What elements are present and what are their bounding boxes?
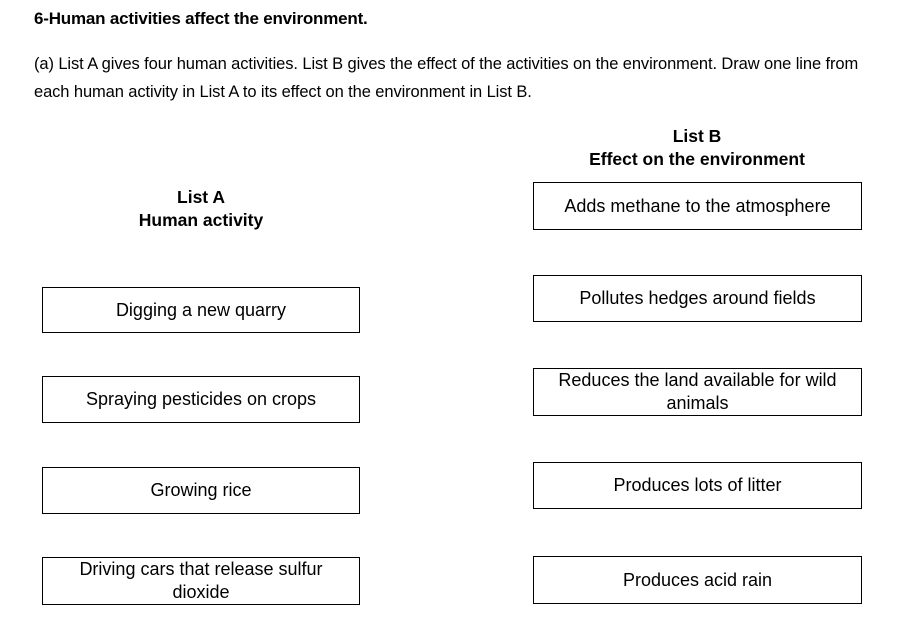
list-a-item-label: Driving cars that release sulfur dioxide: [79, 559, 323, 602]
list-b-item-label: Produces acid rain: [622, 569, 773, 590]
list-a-title: List A: [177, 187, 225, 207]
list-b-item-label: Adds methane to the atmosphere: [564, 195, 831, 216]
list-a-heading: [42, 186, 360, 232]
list-a-item-growing-rice[interactable]: [42, 467, 360, 514]
list-a-item-label: Spraying pesticides on crops: [85, 389, 317, 409]
list-b-item-label: Reduces the land available for wild animals: [558, 370, 837, 413]
list-a-item-label: Digging a new quarry: [115, 299, 287, 320]
question-instructions: (a) List A gives four human activities. List B gives the effect of the activities on the environment. Draw one line from each human activity in List A to its effect on the environment in List B.: [34, 55, 859, 101]
list-b-item-reduces-land[interactable]: [533, 368, 862, 416]
list-b-item-methane[interactable]: [533, 182, 862, 230]
question-title: 6-Human activities affect the environment.: [34, 9, 368, 28]
list-a-item-digging-quarry[interactable]: [42, 287, 360, 333]
list-b-item-acid-rain[interactable]: [533, 556, 862, 604]
list-b-subtitle: Effect on the environment: [589, 149, 805, 169]
list-a-subtitle: Human activity: [138, 210, 264, 230]
list-b-title: List B: [672, 126, 722, 146]
list-b-item-label: Pollutes hedges around fields: [579, 288, 816, 308]
list-b-item-label: Produces lots of litter: [613, 475, 782, 495]
list-a-item-label: Growing rice: [150, 480, 252, 500]
list-a-item-spraying-pesticides[interactable]: [42, 376, 360, 423]
list-b-item-pollutes-hedges[interactable]: [533, 275, 862, 322]
list-b-item-litter[interactable]: [533, 462, 862, 509]
list-b-heading: [533, 125, 861, 171]
list-a-item-driving-cars[interactable]: [42, 557, 360, 605]
